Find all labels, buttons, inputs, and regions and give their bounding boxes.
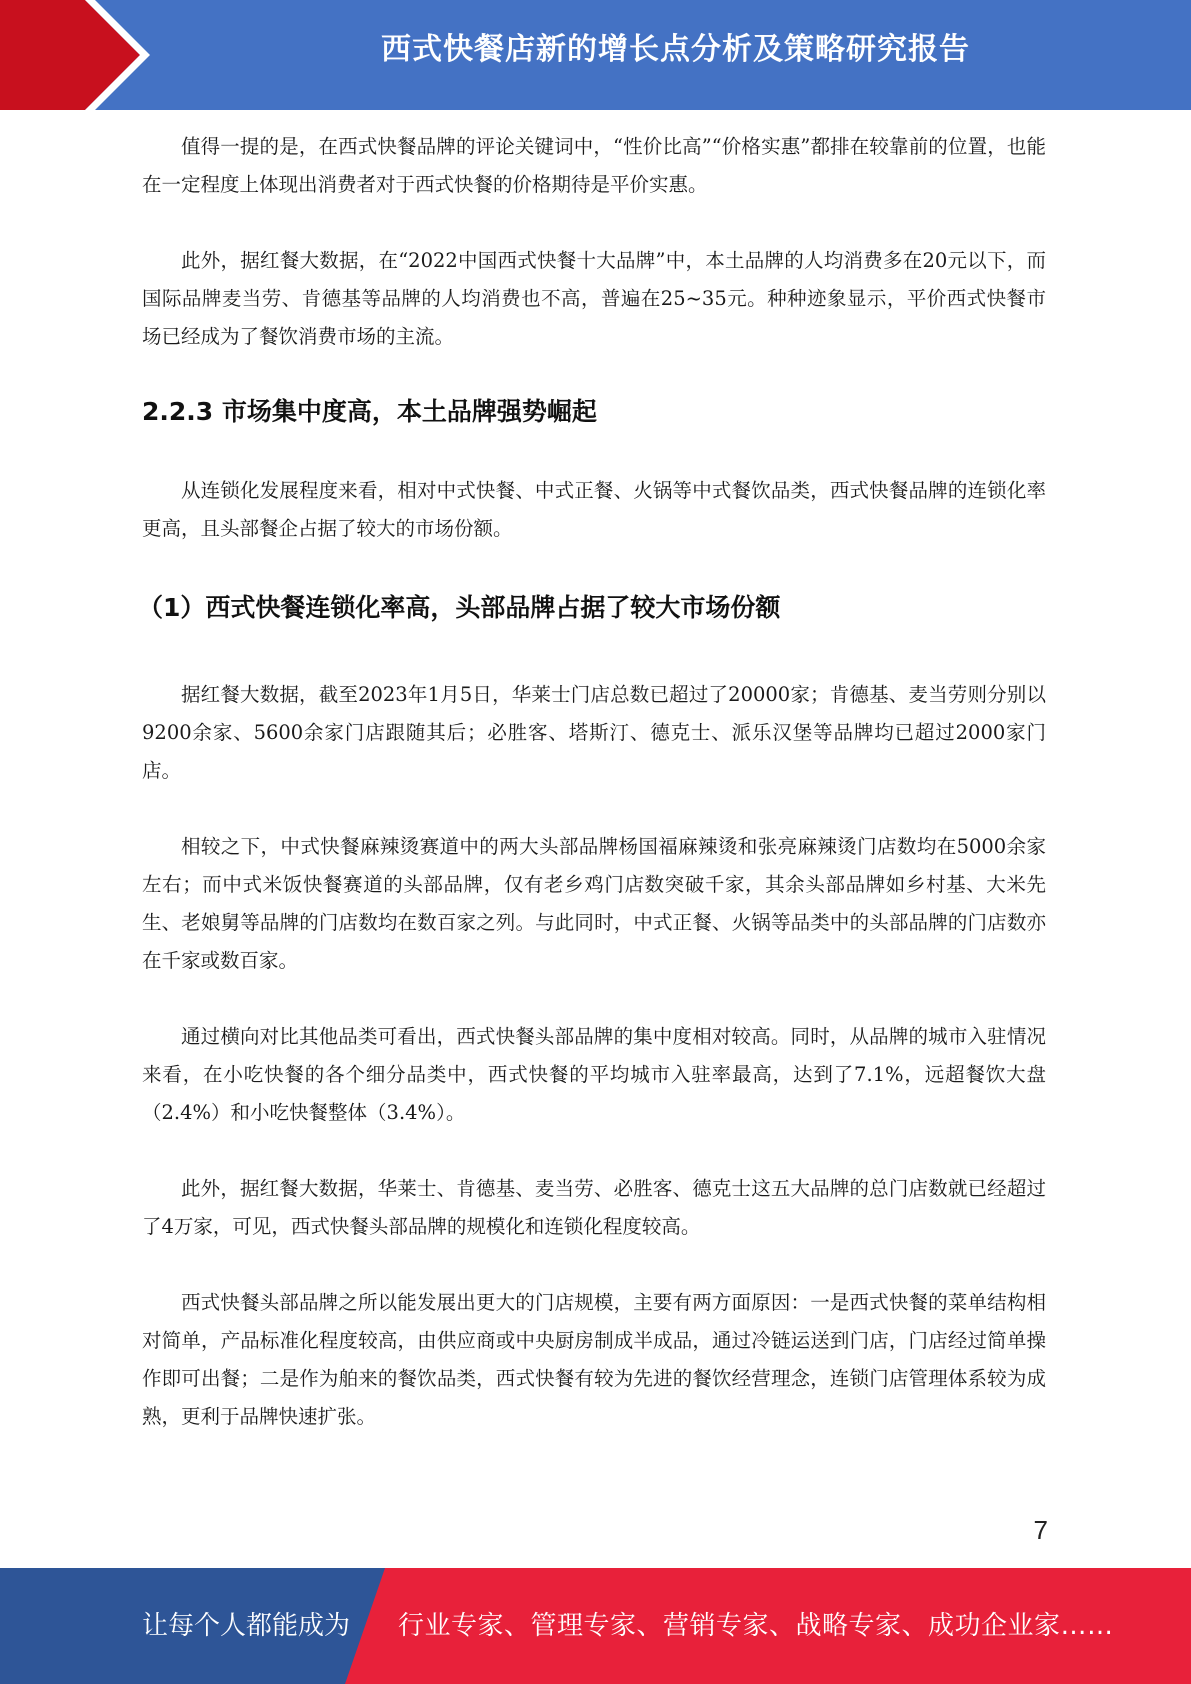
footer-slogan-right: 行业专家、管理专家、营销专家、战略专家、成功企业家…… xyxy=(398,1611,1114,1641)
page-content xyxy=(138,128,1046,1436)
header-banner xyxy=(0,0,1191,110)
section-heading: 2.2.3 市场集中度高，本土品牌强势崛起 xyxy=(142,397,597,426)
footer-banner xyxy=(0,1568,1191,1684)
paragraph-6: 通过横向对比其他品类可看出，西式快餐头部品牌的集中度相对较高。同时，从品牌的城市入驻情况来看，在小吃快餐的各个细分品类中，西式快餐的平均城市入驻率最高，达到了7.1%，远超餐饮大盘（2.4%）和小吃快餐整体（3.4%）。 xyxy=(142,1025,1046,1124)
paragraph-8: 西式快餐头部品牌之所以能发展出更大的门店规模，主要有两方面原因：一是西式快餐的菜单结构相对简单，产品标准化程度较高，由供应商或中央厨房制成半成品，通过冷链运送到门店，门店经过简单操作即可出餐；二是作为舶来的餐饮品类，西式快餐有较为先进的餐饮经营理念，连锁门店管理体系较为成熟，更利于品牌快速扩张。 xyxy=(142,1291,1046,1428)
footer-slogan-left: 让每个人都能成为 xyxy=(142,1611,351,1641)
page-number: 7 xyxy=(1033,1515,1048,1545)
paragraph-3: 从连锁化发展程度来看，相对中式快餐、中式正餐、火锅等中式餐饮品类，西式快餐品牌的连锁化率更高，且头部餐企占据了较大的市场份额。 xyxy=(142,479,1046,540)
subsection-heading: （1）西式快餐连锁化率高，头部品牌占据了较大市场份额 xyxy=(138,593,781,622)
header-arrow-decoration xyxy=(0,0,150,110)
paragraph-1: 值得一提的是，在西式快餐品牌的评论关键词中，“性价比高”“价格实惠”都排在较靠前的位置，也能在一定程度上体现出消费者对于西式快餐的价格期待是平价实惠。 xyxy=(142,135,1046,196)
report-title: 西式快餐店新的增长点分析及策略研究报告 xyxy=(381,32,970,67)
paragraph-5: 相较之下，中式快餐麻辣烫赛道中的两大头部品牌杨国福麻辣烫和张亮麻辣烫门店数均在5000余家左右；而中式米饭快餐赛道的头部品牌，仅有老乡鸡门店数突破千家，其余头部品牌如乡村基、大米先生、老娘舅等品牌的门店数均在数百家之列。与此同时，中式正餐、火锅等品类中的头部品牌的门店数亦在千家或数百家。 xyxy=(142,835,1046,972)
paragraph-7: 此外，据红餐大数据，华莱士、肯德基、麦当劳、必胜客、德克士这五大品牌的总门店数就已经超过了4万家，可见，西式快餐头部品牌的规模化和连锁化程度较高。 xyxy=(142,1177,1046,1238)
paragraph-4: 据红餐大数据，截至2023年1月5日，华莱士门店总数已超过了20000家；肯德基、麦当劳则分别以9200余家、5600余家门店跟随其后；必胜客、塔斯汀、德克士、派乐汉堡等品牌均已超过2000家门店。 xyxy=(142,683,1046,782)
paragraph-2: 此外，据红餐大数据，在“2022中国西式快餐十大品牌”中，本土品牌的人均消费多在20元以下，而国际品牌麦当劳、肯德基等品牌的人均消费也不高，普遍在25~35元。种种迹象显示，平价西式快餐市场已经成为了餐饮消费市场的主流。 xyxy=(142,249,1046,348)
